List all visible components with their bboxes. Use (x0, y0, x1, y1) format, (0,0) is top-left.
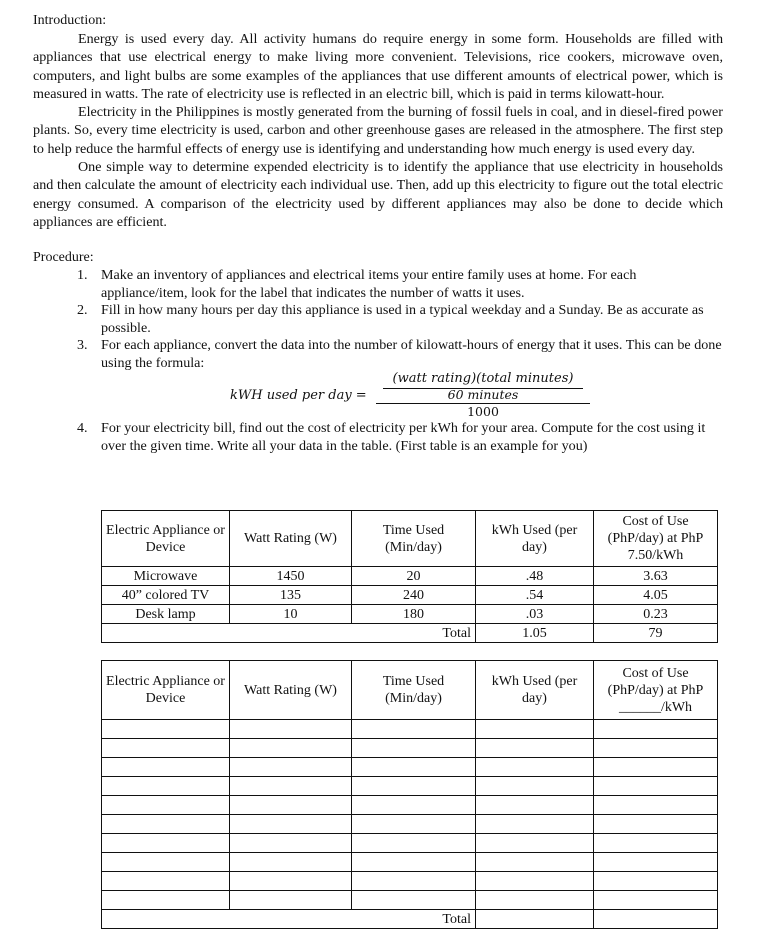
cell-watt[interactable] (230, 891, 352, 910)
cell-watt[interactable] (230, 834, 352, 853)
cell-watt[interactable] (230, 796, 352, 815)
blank-row[interactable] (102, 777, 718, 796)
intro-paragraph-3: One simple way to determine expended electricity is to identify the appliance that use electricity in households and then calculate the amount of electricity each individual use. Then, add up this electricity to figure out the total electric energy consumed. A comparison of the electricity used by different appliances may also be done to decide which appliances are efficient. (33, 159, 723, 230)
total-row (102, 910, 718, 929)
step-number: 4. (77, 420, 88, 437)
total-cost: 79 (594, 624, 718, 643)
step-number: 3. (77, 337, 88, 354)
formula-inner-denominator: 60 minutes (447, 387, 519, 403)
cell-time[interactable] (352, 758, 476, 777)
cell-time[interactable] (352, 777, 476, 796)
total-row (102, 624, 718, 643)
step-text: For each appliance, convert the data into the number of kilowatt-hours of energy that it uses. This can be done using the formula: (101, 337, 722, 371)
example-table (101, 510, 718, 643)
cell-time: 20 (352, 567, 476, 586)
cell-appliance[interactable] (102, 758, 230, 777)
blank-row[interactable] (102, 853, 718, 872)
header-time-used: Time Used (Min/day) (352, 661, 476, 720)
cell-time[interactable] (352, 853, 476, 872)
cell-appliance: Desk lamp (102, 605, 230, 624)
cell-kwh[interactable] (476, 834, 594, 853)
step-number: 1. (77, 267, 88, 284)
total-kwh: 1.05 (476, 624, 594, 643)
kwh-formula (33, 371, 723, 420)
cell-cost: 3.63 (594, 567, 718, 586)
cell-appliance[interactable] (102, 720, 230, 739)
blank-row[interactable] (102, 834, 718, 853)
header-appliance: Electric Appliance or Device (102, 511, 230, 567)
introduction-heading: Introduction: (33, 13, 107, 28)
cell-appliance[interactable] (102, 853, 230, 872)
cell-kwh[interactable] (476, 853, 594, 872)
blank-row[interactable] (102, 891, 718, 910)
procedure-step-4 (33, 420, 723, 455)
table-row (102, 567, 718, 586)
cell-kwh[interactable] (476, 720, 594, 739)
cell-watt: 10 (230, 605, 352, 624)
cell-cost[interactable] (594, 720, 718, 739)
blank-table-header (102, 661, 718, 720)
cell-kwh[interactable] (476, 815, 594, 834)
step-number: 2. (77, 302, 88, 319)
cell-cost[interactable] (594, 777, 718, 796)
cell-kwh: .48 (476, 567, 594, 586)
worksheet-page (33, 12, 723, 455)
step-text: For your electricity bill, find out the cost of electricity per kWh for your area. Compute for the cost using it over the given time. Write all your data in the table. (First table is an example for you) (101, 420, 706, 454)
cell-watt: 1450 (230, 567, 352, 586)
cell-cost[interactable] (594, 891, 718, 910)
cell-time: 240 (352, 586, 476, 605)
cell-cost[interactable] (594, 815, 718, 834)
blank-row[interactable] (102, 739, 718, 758)
cell-cost: 4.05 (594, 586, 718, 605)
cell-appliance[interactable] (102, 834, 230, 853)
formula-numerator: (watt rating)(total minutes) (392, 371, 574, 387)
cell-cost[interactable] (594, 758, 718, 777)
cell-watt[interactable] (230, 777, 352, 796)
header-appliance: Electric Appliance or Device (102, 661, 230, 720)
blank-row[interactable] (102, 796, 718, 815)
step-text: Make an inventory of appliances and electrical items your entire family uses at home. For each appliance/item, look for the label that indicates the number of watts it uses. (101, 267, 637, 301)
blank-table (101, 660, 718, 929)
intro-paragraph-1: Energy is used every day. All activity humans do require energy in some form. Households are filled with appliances that use electrical energy to make living more convenient. Televisions, rice cookers, microwave oven, computers, and light bulbs are some examples of the appliances that use different amounts of electrical power, which is measured in watts. The rate of electricity use is reflected in an electric bill, which is paid in terms kilowatt-hour. (33, 31, 723, 102)
cell-watt[interactable] (230, 758, 352, 777)
cell-appliance[interactable] (102, 796, 230, 815)
cell-cost[interactable] (594, 796, 718, 815)
step-text: Fill in how many hours per day this appliance is used in a typical weekday and a Sunday. Be as accurate as possible. (101, 302, 704, 336)
procedure-step-2 (33, 302, 723, 337)
cell-appliance[interactable] (102, 777, 230, 796)
procedure-steps-continued (33, 420, 723, 455)
total-cost[interactable] (594, 910, 718, 929)
cell-time[interactable] (352, 872, 476, 891)
cell-time[interactable] (352, 739, 476, 758)
procedure-step-1 (33, 267, 723, 302)
cell-kwh[interactable] (476, 891, 594, 910)
cell-appliance: 40” colored TV (102, 586, 230, 605)
cell-cost: 0.23 (594, 605, 718, 624)
procedure-heading: Procedure: (33, 250, 94, 266)
cell-kwh[interactable] (476, 872, 594, 891)
cell-watt[interactable] (230, 720, 352, 739)
example-table-header (102, 511, 718, 567)
total-kwh[interactable] (476, 910, 594, 929)
total-label: Total (102, 910, 476, 929)
cell-appliance[interactable] (102, 815, 230, 834)
header-watt-rating: Watt Rating (W) (230, 511, 352, 567)
cell-watt[interactable] (230, 872, 352, 891)
cell-time[interactable] (352, 720, 476, 739)
cell-kwh: .54 (476, 586, 594, 605)
cell-cost[interactable] (594, 834, 718, 853)
header-cost: Cost of Use (PhP/day) at PhP ______/kWh (594, 661, 718, 720)
cell-cost[interactable] (594, 739, 718, 758)
cell-appliance: Microwave (102, 567, 230, 586)
cell-time[interactable] (352, 834, 476, 853)
header-kwh-used: kWh Used (per day) (476, 661, 594, 720)
cell-cost[interactable] (594, 853, 718, 872)
cell-watt: 135 (230, 586, 352, 605)
cell-time[interactable] (352, 796, 476, 815)
header-watt-rating: Watt Rating (W) (230, 661, 352, 720)
cell-kwh[interactable] (476, 758, 594, 777)
cell-kwh[interactable] (476, 796, 594, 815)
cell-appliance[interactable] (102, 891, 230, 910)
cell-time: 180 (352, 605, 476, 624)
intro-paragraph-2: Electricity in the Philippines is mostly generated from the burning of fossil fuels in coal, and in diesel-fired power plants. So, every time electricity is used, carbon and other greenhouse gases are released in the atmosphere. The first step to help reduce the harmful effects of energy use is identifying and understanding how much energy is used every day. (33, 104, 723, 157)
cell-cost[interactable] (594, 872, 718, 891)
table-row (102, 586, 718, 605)
cell-time[interactable] (352, 891, 476, 910)
blank-row[interactable] (102, 815, 718, 834)
procedure-step-3 (33, 337, 723, 372)
cell-kwh: .03 (476, 605, 594, 624)
cell-appliance[interactable] (102, 872, 230, 891)
cell-kwh[interactable] (476, 777, 594, 796)
blank-row[interactable] (102, 872, 718, 891)
header-time-used: Time Used (Min/day) (352, 511, 476, 567)
blank-row[interactable] (102, 720, 718, 739)
total-label: Total (102, 624, 476, 643)
formula-denominator: 1000 (467, 404, 499, 420)
cell-kwh[interactable] (476, 739, 594, 758)
cell-watt[interactable] (230, 739, 352, 758)
header-cost: Cost of Use (PhP/day) at PhP 7.50/kWh (594, 511, 718, 567)
procedure-steps (33, 267, 723, 372)
cell-watt[interactable] (230, 853, 352, 872)
blank-row[interactable] (102, 758, 718, 777)
cell-appliance[interactable] (102, 739, 230, 758)
header-kwh-used: kWh Used (per day) (476, 511, 594, 567)
cell-time[interactable] (352, 815, 476, 834)
cell-watt[interactable] (230, 815, 352, 834)
table-row (102, 605, 718, 624)
formula-lhs: kWH used per day = (230, 388, 367, 404)
